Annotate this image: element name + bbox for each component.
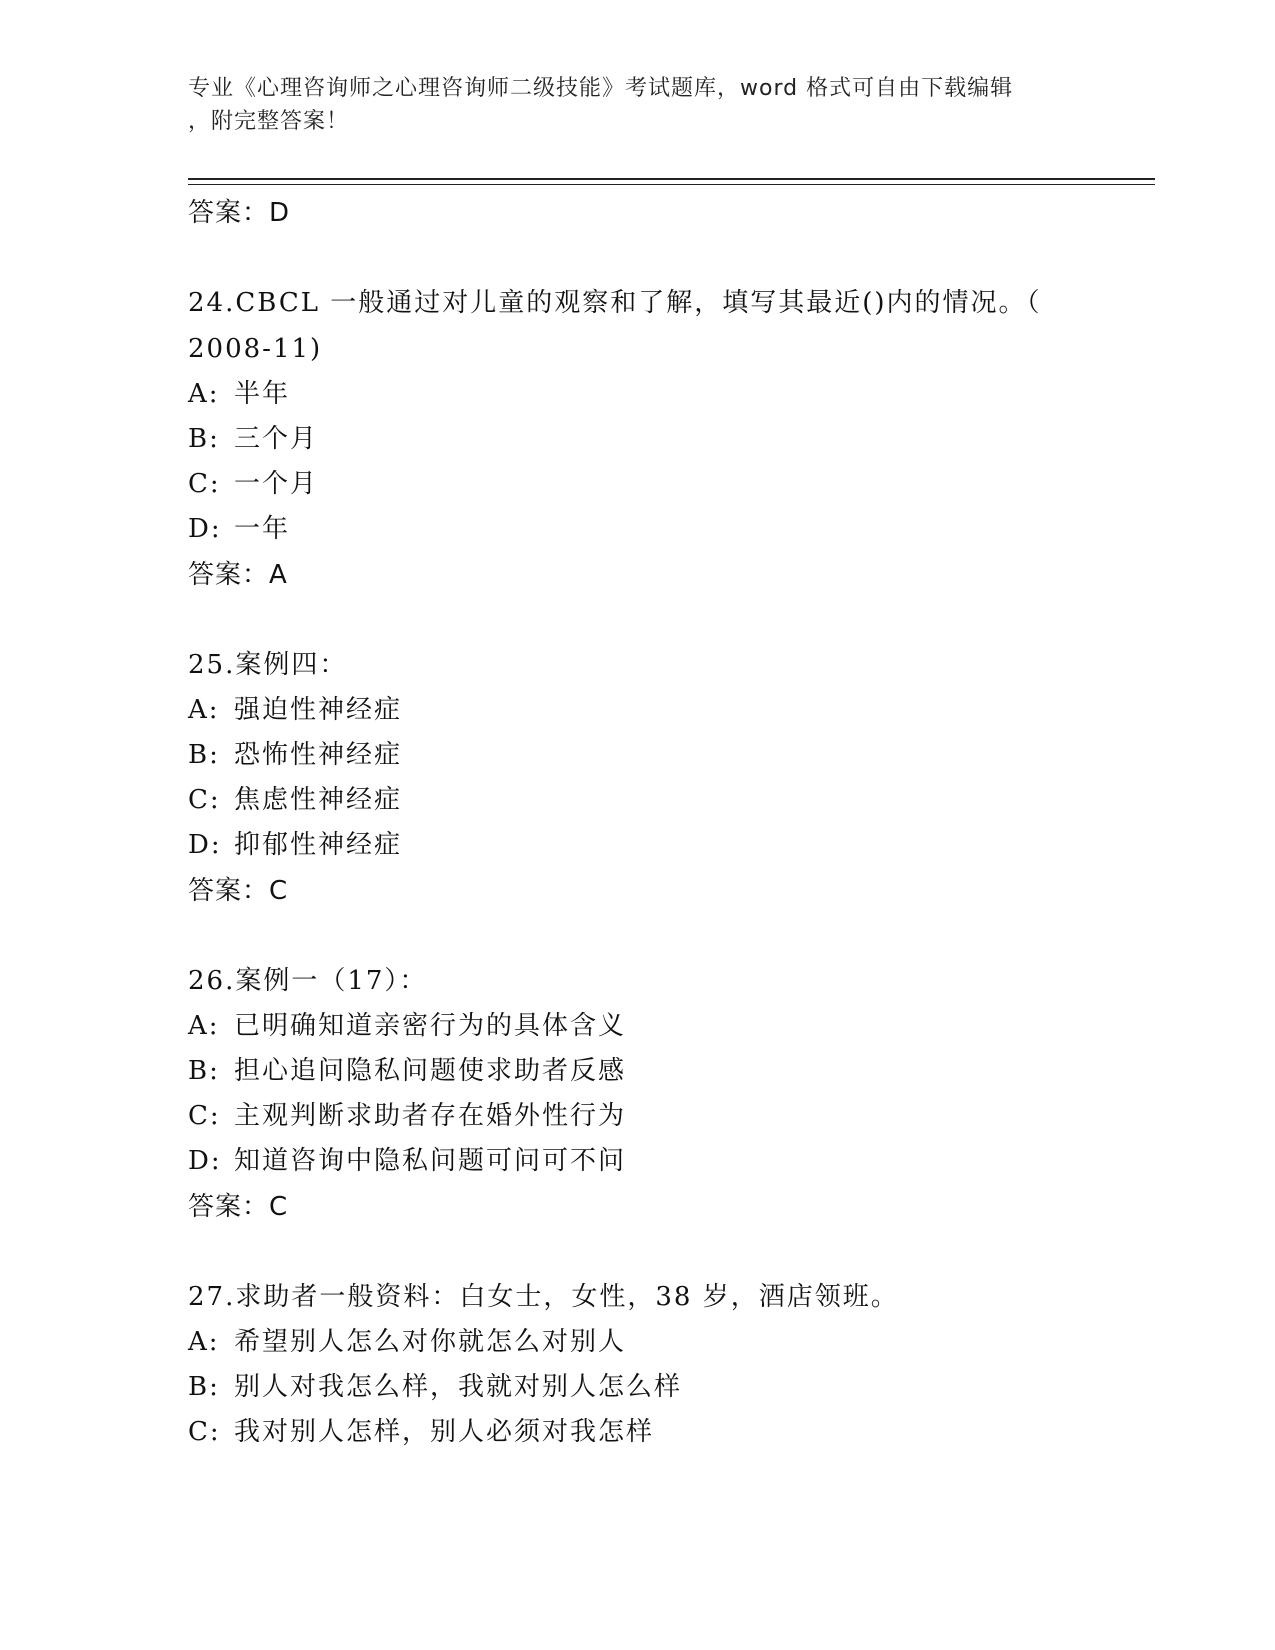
option-c: C: 一个月 [188,469,319,499]
question-text: 27.求助者一般资料：白女士，女性，38 岁，酒店领班。 [188,1282,899,1312]
question-block [188,1274,1088,1455]
document-body [188,190,1088,1455]
option-c: C: 焦虑性神经症 [188,785,403,815]
option-b: B: 别人对我怎么样，我就对别人怎么样 [188,1372,683,1402]
question-block [188,280,1088,598]
option-d: D: 抑郁性神经症 [188,830,403,860]
question-text-continued: 2008-11) [188,334,323,364]
header-line-2: ，附完整答案！ [188,109,350,134]
option-b: B: 担心追问隐私问题使求助者反感 [188,1056,627,1086]
option-a: A: 强迫性神经症 [188,695,403,725]
option-c: C: 主观判断求助者存在婚外性行为 [188,1101,627,1131]
option-a: A: 已明确知道亲密行为的具体含义 [188,1011,627,1041]
option-d: D: 一年 [188,514,291,544]
option-b: B: 三个月 [188,424,319,454]
option-a: A: 半年 [188,379,291,409]
header-line-1: 专业《心理咨询师之心理咨询师二级技能》考试题库，word 格式可自由下载编辑 [188,76,1014,101]
question-block [188,958,1088,1230]
question-text: 24.CBCL 一般通过对儿童的观察和了解，填写其最近()内的情况。（ [188,288,1042,318]
question-text: 25.案例四： [188,650,348,680]
option-a: A: 希望别人怎么对你就怎么对别人 [188,1327,627,1357]
answer-line: 答案：C [188,876,289,906]
question-block [188,642,1088,914]
answer-line: 答案：D [188,198,291,228]
answer-line: 答案：A [188,560,288,590]
question-text: 26.案例一（17）： [188,966,428,996]
header-rule-thick [188,178,1155,180]
answer-line: 答案：C [188,1192,289,1222]
option-c: C: 我对别人怎样，别人必须对我怎样 [188,1417,655,1447]
option-d: D: 知道咨询中隐私问题可问可不问 [188,1146,627,1176]
page-header [188,72,1088,138]
option-b: B: 恐怖性神经症 [188,740,403,770]
header-rule-thin [188,184,1155,185]
